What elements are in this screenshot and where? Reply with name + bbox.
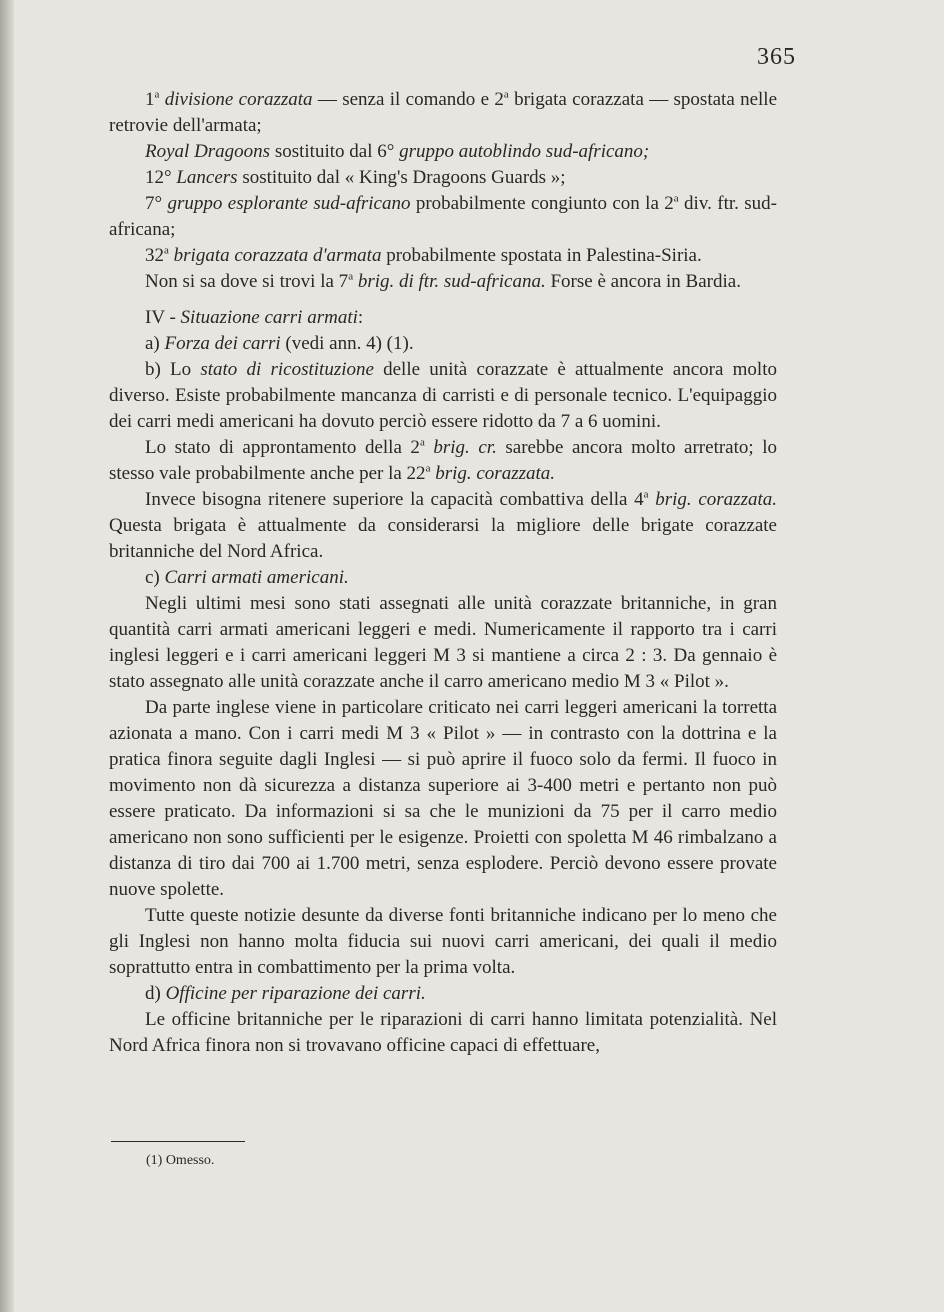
subsection-b [109,357,777,435]
subsection-a [109,331,777,357]
italic-term: gruppo autoblindo sud-africano; [399,141,650,162]
italic-term: gruppo esplorante sud-africano [167,193,411,214]
text-run: b) Lo [145,359,201,380]
ordinal-sup: a [154,88,160,101]
italic-term: Royal Dragoons [145,141,271,162]
text-run: probabilmente congiunto con la 2 [410,193,674,214]
ordinal-sup: a [673,192,679,205]
body-text [109,87,777,1059]
paragraph-royal-dragoons [109,139,777,165]
footnote: (1) Omesso. [146,1153,215,1168]
page-binding-edge [0,0,14,1312]
text-run: sostituito dal 6° [270,141,400,162]
text-run: (vedi ann. 4) (1). [280,333,414,354]
paragraph-officine: Le officine britanniche per le riparazioni di carri hanno limitata potenzialità. Nel Nord Africa finora non si trovavano officine capaci di effettuare, [109,1009,777,1056]
text-run: 12° [145,167,177,188]
subsection-d [109,981,777,1007]
paragraph-capacita [109,487,777,565]
italic-term: brig. di ftr. sud-africana. [353,271,546,292]
text-run: probabilmente spostata in Palestina-Siria. [381,245,702,266]
text-run: c) [145,567,165,588]
footnote-rule [111,1141,245,1142]
ordinal-sup: a [503,88,509,101]
italic-term: stato di ricostituzione [200,359,374,380]
italic-term: brig. corazzata. [430,463,556,484]
text-run: div. ftr. sud-africana; [109,193,777,240]
text-run: d) [145,983,166,1004]
text-run: a) [145,333,165,354]
text-run: 32 [145,245,164,266]
text-run: delle unità corazzate è attualmente ancora molto diverso. Esiste probabilmente mancanza di carristi e di personale tecnico. L'equipaggio dei carri medi americani ha dovuto perciò essere ridotto da 7 a 6 uomini. [109,359,777,432]
ordinal-sup: a [643,488,649,501]
paragraph-approntamento [109,435,777,487]
ordinal-sup: a [419,436,425,449]
subsection-c [109,565,777,591]
text-run: Questa brigata è attualmente da considerarsi la migliore delle brigate corazzate britanniche del Nord Africa. [109,515,777,562]
text-run: Non si sa dove si trovi la 7 [145,271,349,292]
ordinal-sup: a [425,462,431,475]
paragraph-assegnazione: Negli ultimi mesi sono stati assegnati alle unità corazzate britanniche, in gran quantità carri armati americani leggeri e medi. Numericamente il rapporto tra i carri inglesi leggeri e i carri americani leggeri M 3 si mantiene a circa 2 : 3. Da gennaio è stato assegnato alle unità corazzate anche il carro americano medio M 3 « Pilot ». [109,593,777,692]
paragraph-lancers [109,165,777,191]
paragraph-divisione: 1$^a$ divisione corazzata — senza il comando e 2$^a$ brigata corazzata — spostata nelle retrovie dell'armata; [109,88,778,136]
text-run: sarebbe ancora molto arretrato; lo stesso vale probabilmente anche per la 22 [109,437,777,484]
italic-term: Officine per riparazione dei carri. [165,983,426,1004]
italic-term: brigata corazzata d'armata [168,245,382,266]
paragraph-critiche: Da parte inglese viene in particolare criticato nei carri leggeri americani la torretta azionata a mano. Con i carri medi M 3 « Pilot » — in contrasto con la dottrina e la pratica finora seguite dagli Inglesi — si può aprire il fuoco solo da fermi. Il fuoco in movimento non dà sicurezza a distanza superiore ai 3-400 metri e pertanto non può essere praticato. Da informazioni si sa che le munizioni da 75 per il carro medio americano non sono sufficienti per le esigenze. Proietti con spoletta M 46 rimbalzano a distanza di tiro dai 700 ai 1.700 metri, senza esplodere. Perciò devono essere provate nuove spolette. [109,697,777,900]
text-run: Lo stato di approntamento della 2 [145,437,420,458]
italic-term: divisione corazzata [164,89,313,110]
page-number: 365 [757,44,796,70]
italic-term: Forza dei carri [164,333,281,354]
text-run: 7° [145,193,168,214]
italic-term: Carri armati americani. [164,567,349,588]
paragraph-fiducia: Tutte queste notizie desunte da diverse fonti britanniche indicano per lo meno che gli Inglesi non hanno molta fiducia sui nuovi carri americani, dei quali il medio soprattutto entra in combattimento per la prima volta. [109,905,777,978]
ordinal-sup: a [164,244,169,257]
text-run: sostituito dal « King's Dragoons Guards »; [237,167,566,188]
italic-term: brig. corazzata. [648,489,777,510]
ordinal-sup: a [348,270,354,283]
text-run: Forse è ancora in Bardia. [545,271,741,292]
text-run: : [357,307,364,328]
italic-term: brig. cr. [424,437,497,458]
paragraph-7-brigata [109,269,777,295]
section-heading-iv [109,305,777,331]
text-run: — senza il comando e 2 [312,89,504,110]
italic-term: Lancers [176,167,238,188]
text-run: Invece bisogna ritenere superiore la capacità combattiva della 4 [145,489,644,510]
paragraph-32-brigata [109,243,777,269]
text-run: brigata corazzata — spostata nelle retrovie dell'armata; [109,89,778,136]
text-run: IV - [145,307,181,328]
italic-term: Situazione carri armati [180,307,358,328]
paragraph-gruppo-esplorante [109,191,777,243]
